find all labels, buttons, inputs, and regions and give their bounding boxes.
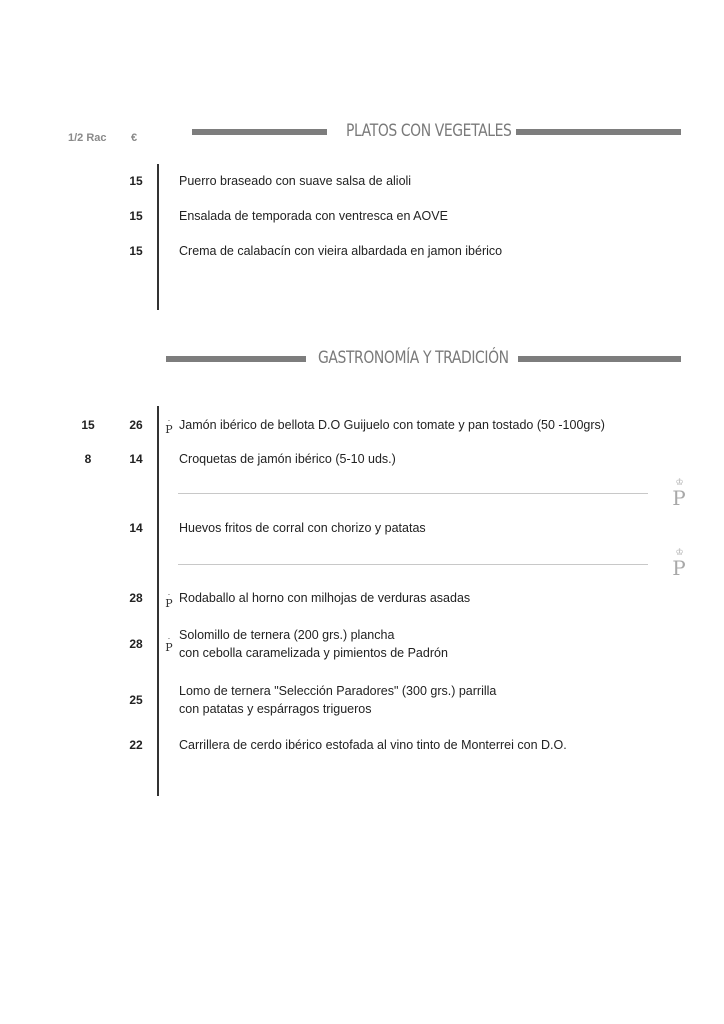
dish-name: Rodaballo al horno con milhojas de verduras asadas [179,591,471,605]
dish-price: 22 [129,738,143,752]
half-portion-column-header: 1/2 Rac [68,132,107,144]
dish-price: 25 [129,693,143,707]
dish-price: 14 [129,452,143,466]
parador-recommended-icon: · P [165,591,173,610]
dish-name-line2: con cebolla caramelizada y pimientos de Padrón [179,646,448,660]
dish-price: 28 [129,637,143,651]
price-column-header: € [131,132,138,144]
paradores-logo-icon: ♔ P [672,548,686,580]
section-divider-bar [516,129,681,135]
dish-name: Huevos fritos de corral con chorizo y patatas [179,521,426,535]
parador-recommended-icon: · P [165,417,173,436]
section-divider-bar [166,356,306,362]
section-divider-bar [192,129,327,135]
dish-name: Lomo de ternera "Selección Paradores" (300 grs.) parrilla [179,684,497,698]
column-divider-line [157,164,159,310]
dish-name: Solomillo de ternera (200 grs.) plancha [179,628,395,642]
dish-price: 28 [129,591,143,605]
section-title-gastronomia: GASTRONOMÍA Y TRADICIÓN [318,348,509,368]
dish-price: 15 [129,244,143,258]
dish-name: Puerro braseado con suave salsa de alioli [179,174,412,188]
dish-name: Carrillera de cerdo ibérico estofada al vino tinto de Monterrei con D.O. [179,738,567,752]
dish-name: Crema de calabacín con vieira albardada en jamon ibérico [179,244,503,258]
dish-price: 14 [129,521,143,535]
parador-recommended-icon: · P [165,635,173,654]
dish-half-price: 15 [81,418,95,432]
section-title-vegetales: PLATOS CON VEGETALES [346,121,512,141]
dish-name: Croquetas de jamón ibérico (5-10 uds.) [179,452,396,466]
separator-line [178,564,648,565]
separator-line [178,493,648,494]
dish-name: Ensalada de temporada con ventresca en AOVE [179,209,448,223]
dish-price: 15 [129,209,143,223]
dish-price: 15 [129,174,143,188]
section-divider-bar [518,356,681,362]
dish-half-price: 8 [84,452,92,466]
dish-name-line2: con patatas y espárragos trigueros [179,702,372,716]
dish-price: 26 [129,418,143,432]
dish-name: Jamón ibérico de bellota D.O Guijuelo con tomate y pan tostado (50 -100grs) [179,418,605,432]
paradores-logo-icon: ♔ P [672,478,686,510]
column-divider-line [157,406,159,796]
